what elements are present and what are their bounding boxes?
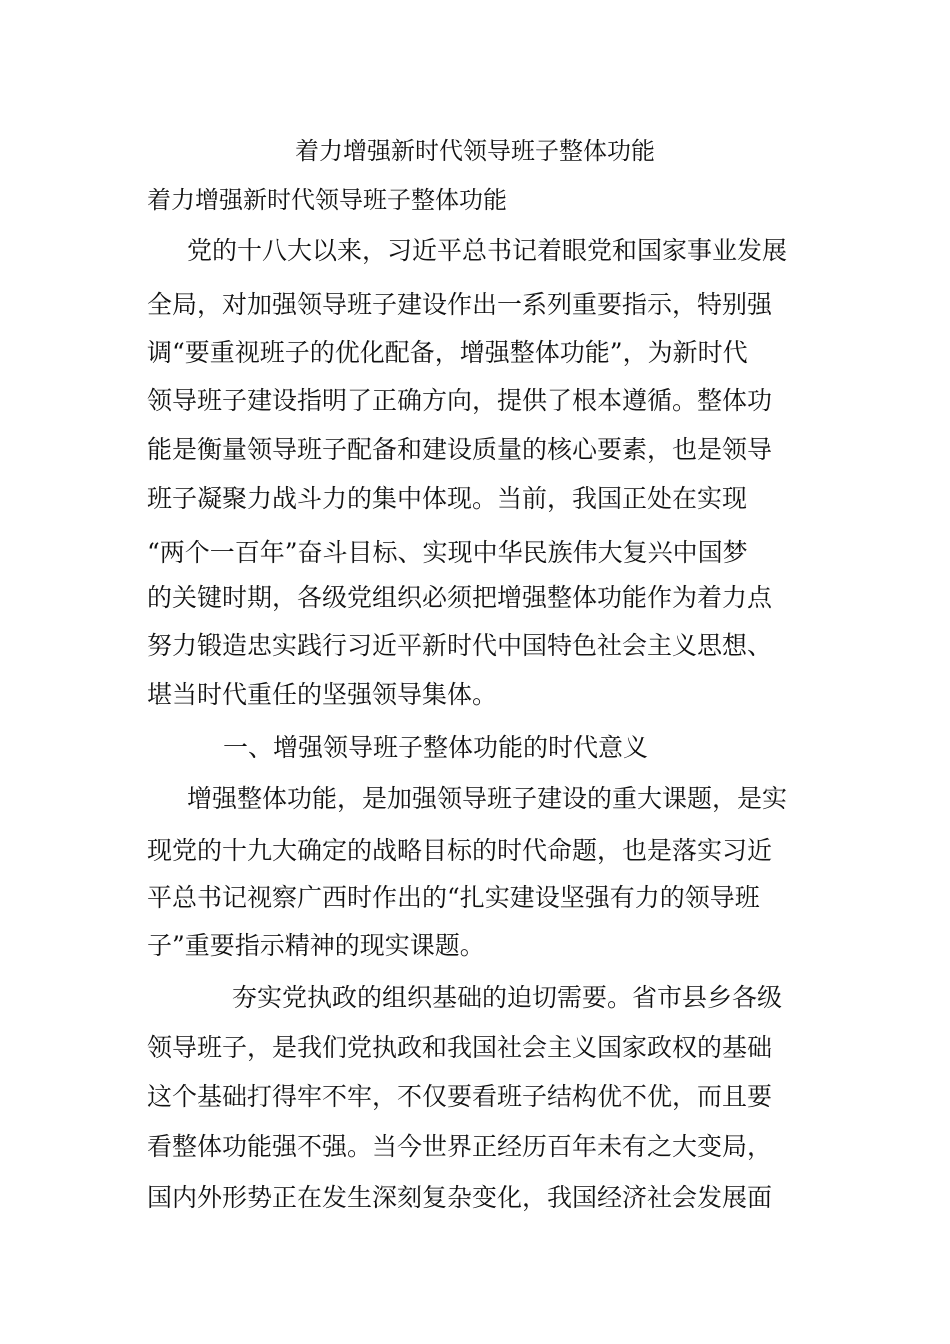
paragraph-1-line-8: 的关键时期，各级党组织必须把增强整体功能作为着力点 (147, 583, 773, 612)
paragraph-2-line-3: 平总书记视察广西时作出的“扎实建设坚强有力的领导班 (147, 883, 760, 912)
paragraph-3-line-4: 看整体功能强不强。当今世界正经历百年未有之大变局， (147, 1132, 773, 1161)
paragraph-1-line-1: 党的十八大以来，习近平总书记着眼党和国家事业发展 (187, 236, 788, 265)
paragraph-3-line-2: 领导班子，是我们党执政和我国社会主义国家政权的基础 (147, 1033, 773, 1062)
paragraph-2-line-4: 子”重要指示精神的现实课题。 (147, 931, 485, 960)
document-subtitle: 着力增强新时代领导班子整体功能 (147, 186, 507, 214)
paragraph-1-line-3: 调“要重视班子的优化配备，增强整体功能”，为新时代 (147, 338, 748, 367)
paragraph-1-line-6: 班子凝聚力战斗力的集中体现。当前，我国正处在实现 (147, 484, 748, 513)
paragraph-1-line-4: 领导班子建设指明了正确方向，提供了根本遵循。整体功 (147, 386, 773, 415)
paragraph-1-line-7: “两个一百年”奋斗目标、实现中华民族伟大复兴中国梦 (147, 538, 748, 567)
paragraph-1-line-9: 努力锻造忠实践行习近平新时代中国特色社会主义思想、 (147, 631, 773, 660)
paragraph-1-line-2: 全局，对加强领导班子建设作出一系列重要指示，特别强 (147, 290, 773, 319)
paragraph-3-line-1: 夯实党执政的组织基础的迫切需要。省市县乡各级 (232, 983, 783, 1012)
paragraph-2-line-2: 现党的十九大确定的战略目标的时代命题，也是落实习近 (147, 836, 773, 865)
document-title: 着力增强新时代领导班子整体功能 (295, 137, 655, 165)
section-heading: 一、增强领导班子整体功能的时代意义 (223, 733, 649, 762)
paragraph-1-line-10: 堪当时代重任的坚强领导集体。 (147, 680, 498, 709)
paragraph-3-line-5: 国内外形势正在发生深刻复杂变化，我国经济社会发展面 (147, 1183, 773, 1212)
paragraph-3-line-3: 这个基础打得牢不牢，不仅要看班子结构优不优，而且要 (147, 1082, 773, 1111)
paragraph-2-line-1: 增强整体功能，是加强领导班子建设的重大课题，是实 (187, 784, 788, 813)
paragraph-1-line-5: 能是衡量领导班子配备和建设质量的核心要素，也是领导 (147, 435, 773, 464)
